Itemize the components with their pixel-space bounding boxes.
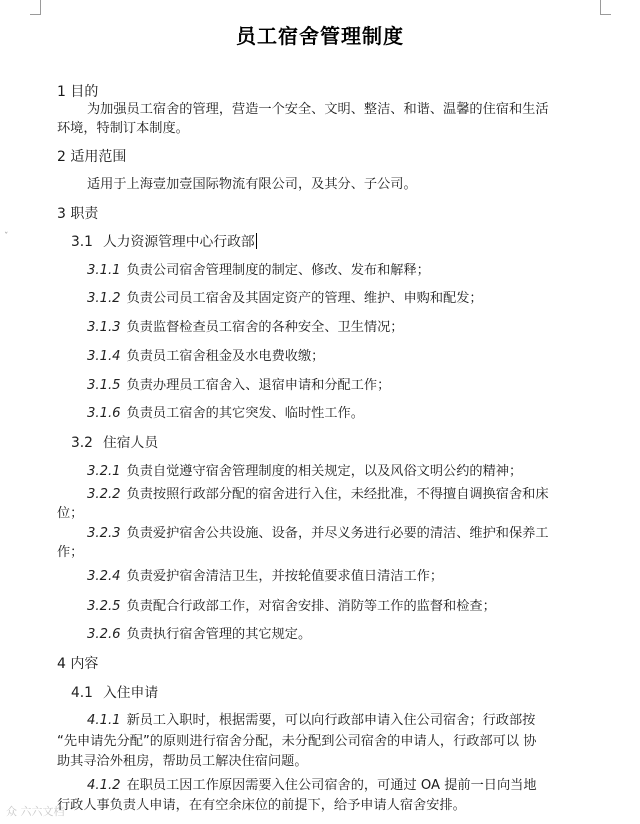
line-text: 新员工入职时，根据需要，可以向行政部申请入住公司宿舍；行政部按	[126, 713, 536, 728]
line-text: 2 适用范围	[57, 149, 127, 165]
text-line	[57, 753, 308, 771]
line-text: 负责员工宿舍的其它突发、临时性工作。	[126, 406, 364, 421]
line-text: 负责办理员工宿舍入、退宿申请和分配工作；	[126, 378, 391, 393]
text-line	[87, 176, 417, 194]
text-line	[57, 205, 98, 223]
section-number: 4.1.2	[87, 778, 121, 793]
text-line	[87, 319, 404, 337]
line-text: 在职员工因工作原因需要入住公司宿舍的，可通过 OA 提前一日向当地	[126, 778, 537, 793]
line-text: 负责员工宿舍租金及水电费收缴；	[126, 349, 325, 364]
watermark: 众 六六文档	[6, 805, 65, 818]
section-number: 3.1.3	[87, 320, 121, 335]
text-line	[57, 148, 126, 166]
text-line	[87, 712, 535, 730]
section-number: 3.2.2	[87, 487, 121, 502]
section-number: 3.2.5	[87, 599, 121, 614]
line-text: 负责监督检查员工宿舍的各种安全、卫生情况；	[126, 320, 404, 335]
line-text: 负责配合行政部工作，对宿舍安排、消防等工作的监督和检查；	[126, 599, 496, 614]
text-line	[87, 290, 483, 308]
text-line	[87, 777, 537, 795]
section-number: 4.1	[71, 685, 93, 701]
text-line	[57, 544, 83, 562]
line-text: 1 目的	[57, 84, 99, 100]
section-number: 3.1.2	[87, 291, 121, 306]
section-number: 3.1.4	[87, 349, 121, 364]
section-number: 3.2.4	[87, 569, 121, 584]
text-line	[87, 568, 443, 586]
text-line	[87, 101, 549, 119]
text-line	[87, 348, 324, 366]
line-text: 4 内容	[57, 656, 99, 672]
text-line	[57, 83, 98, 101]
line-text: 为加强员工宿舍的管理，营造一个安全、文明、整洁、和谐、温馨的住宿和生活	[87, 102, 549, 117]
text-line	[71, 684, 158, 702]
text-line	[87, 598, 496, 616]
line-text: 负责公司宿舍管理制度的制定、修改、发布和解释；	[126, 263, 430, 278]
text-line	[57, 120, 189, 138]
line-text: 作；	[57, 545, 84, 560]
line-text: “先申请先分配”的原则进行宿舍分配，未分配到公司宿舍的申请人，行政部可以 协	[57, 734, 537, 749]
line-text: 入住申请	[102, 685, 159, 701]
text-line	[57, 505, 83, 523]
line-text: 环境，特制订本制度。	[57, 121, 189, 136]
line-text: 负责爱护宿舍公共设施、设备，并尽义务进行必要的清洁、维护和保养工	[126, 526, 549, 541]
text-line	[87, 626, 311, 644]
section-number: 3.2.6	[87, 627, 121, 642]
section-number: 3.2.3	[87, 526, 121, 541]
text-cursor	[256, 233, 257, 249]
line-text: 负责自觉遵守宿舍管理制度的相关规定，以及风俗文明公约的精神；	[126, 464, 523, 479]
text-line	[57, 797, 466, 815]
line-text: 住宿人员	[102, 435, 159, 451]
page-title: 员工宿舍管理制度	[236, 24, 404, 48]
text-line	[87, 262, 430, 280]
text-line	[71, 434, 158, 452]
text-line	[87, 525, 549, 543]
crop-mark-top-right	[600, 0, 611, 15]
text-line	[87, 377, 390, 395]
line-text: 负责公司员工宿舍及其固定资产的管理、维护、申购和配发；	[126, 291, 483, 306]
line-text: 人力资源管理中心行政部	[102, 234, 255, 250]
text-line	[87, 405, 364, 423]
section-number: 3.1.6	[87, 406, 121, 421]
margin-marker-icon: ˇ	[4, 232, 9, 242]
line-text: 负责按照行政部分配的宿舍进行入住，未经批准，不得擅自调换宿舍和床	[126, 487, 549, 502]
section-number: 3.1.1	[87, 263, 121, 278]
line-text: 行政人事负责人申请，在有空余床位的前提下，给予申请人宿舍安排。	[57, 798, 466, 813]
text-line	[57, 733, 536, 751]
text-line	[87, 463, 522, 481]
crop-mark-top-left	[30, 0, 41, 15]
text-line	[57, 655, 98, 673]
section-number: 3.2	[71, 435, 93, 451]
line-text: 位；	[57, 506, 84, 521]
section-number: 3.1.5	[87, 378, 121, 393]
section-number: 4.1.1	[87, 713, 121, 728]
line-text: 负责执行宿舍管理的其它规定。	[126, 627, 312, 642]
text-line	[71, 233, 257, 251]
section-number: 3.1	[71, 234, 93, 250]
line-text: 负责爱护宿舍清洁卫生，并按轮值要求值日清洁工作；	[126, 569, 444, 584]
section-number: 3.2.1	[87, 464, 121, 479]
line-text: 适用于上海壹加壹国际物流有限公司，及其分、子公司。	[87, 177, 417, 192]
text-line	[87, 486, 549, 504]
line-text: 助其寻洽外租房，帮助员工解决住宿问题。	[57, 754, 308, 769]
line-text: 3 职责	[57, 206, 99, 222]
